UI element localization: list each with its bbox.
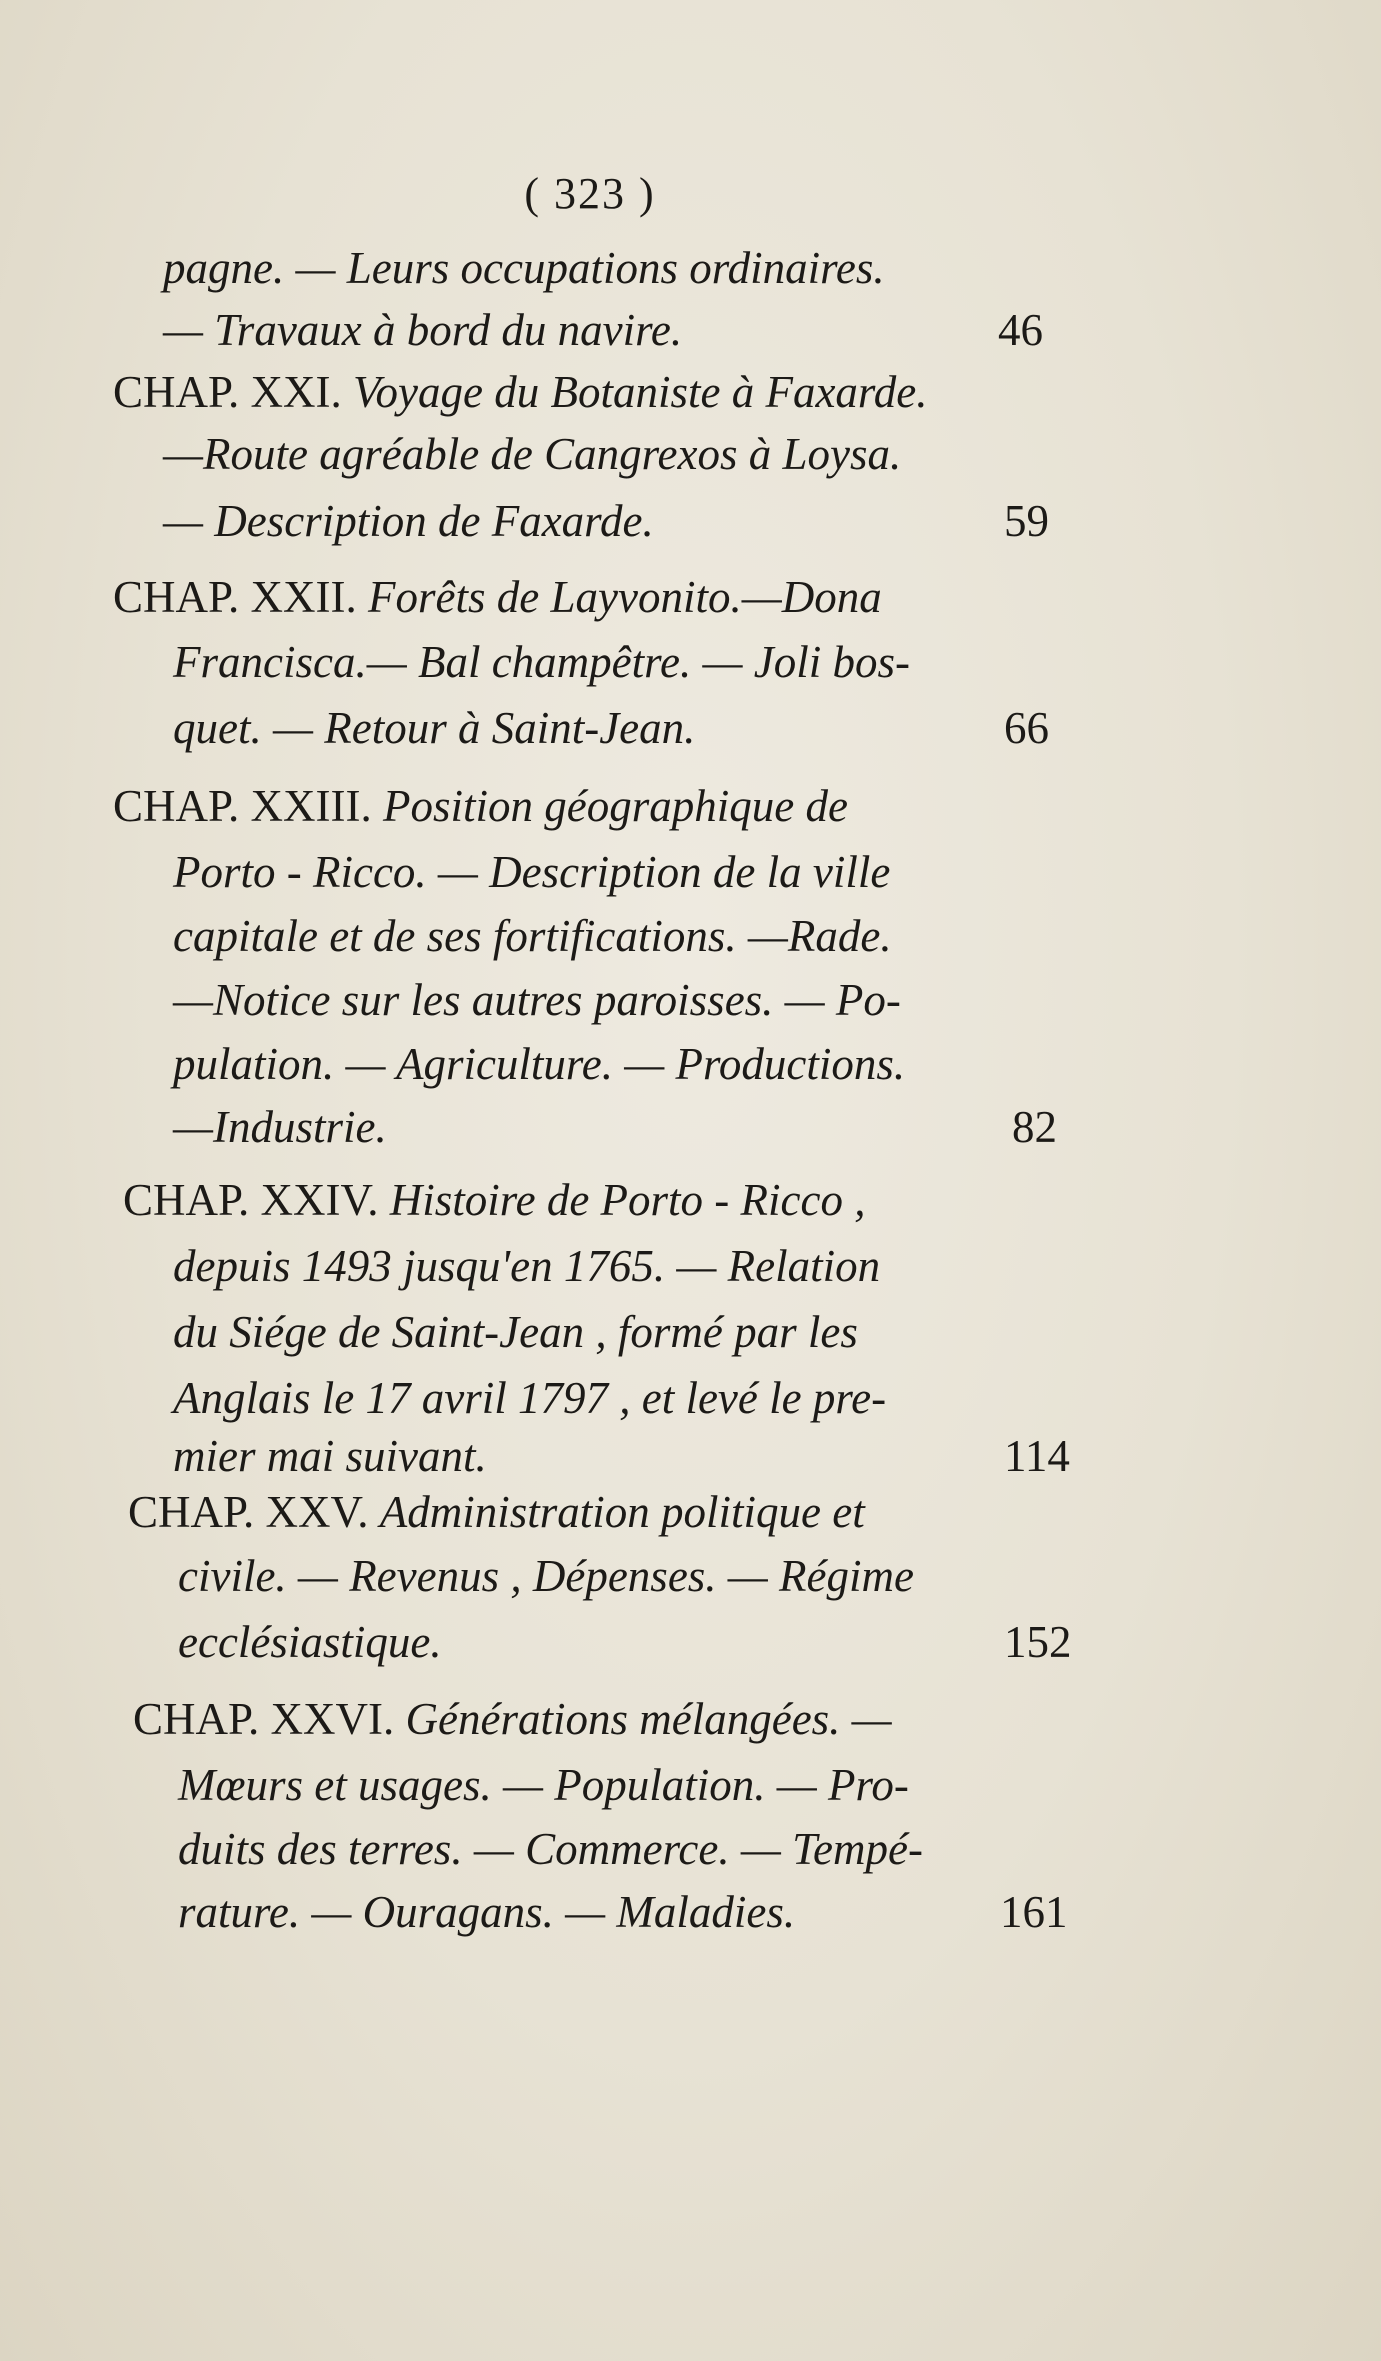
toc-line: du Siége de Saint-Jean , formé par les xyxy=(173,1307,858,1357)
toc-line: mier mai suivant. xyxy=(173,1431,487,1481)
toc-line: pulation. — Agriculture. — Productions. xyxy=(173,1039,906,1089)
toc-line: quet. — Retour à Saint-Jean. xyxy=(173,703,696,753)
toc-page-number: 161 xyxy=(1000,1887,1068,1937)
toc-line: —Notice sur les autres paroisses. — Po- xyxy=(173,975,901,1025)
toc-page-number: 152 xyxy=(1004,1617,1072,1667)
toc-line: Anglais le 17 avril 1797 , et levé le pre- xyxy=(173,1373,887,1423)
toc-line: CHAP. XXI. Voyage du Botaniste à Faxarde. xyxy=(113,367,928,417)
toc-line: CHAP. XXII. Forêts de Layvonito.—Dona xyxy=(113,572,882,622)
toc-page-number: 59 xyxy=(1004,496,1049,546)
toc-line: CHAP. XXVI. Générations mélangées. — xyxy=(133,1694,892,1744)
toc-page-number: 114 xyxy=(1004,1431,1070,1481)
toc-line: CHAP. XXIII. Position géographique de xyxy=(113,781,848,831)
toc-line: Francisca.— Bal champêtre. — Joli bos- xyxy=(173,637,910,687)
toc-line: rature. — Ouragans. — Maladies. xyxy=(178,1887,796,1937)
page-number-header: ( 323 ) xyxy=(524,169,656,218)
toc-line: Mœurs et usages. — Population. — Pro- xyxy=(178,1760,909,1810)
toc-line: —Route agréable de Cangrexos à Loysa. xyxy=(163,429,902,479)
toc-line: —Industrie. xyxy=(173,1102,387,1152)
toc-page-number: 82 xyxy=(1012,1102,1057,1152)
toc-line: CHAP. XXV. Administration politique et xyxy=(128,1487,865,1537)
toc-page-number: 46 xyxy=(998,305,1043,355)
toc-line: depuis 1493 jusqu'en 1765. — Relation xyxy=(173,1241,881,1291)
toc-line: capitale et de ses fortifications. —Rade. xyxy=(173,911,892,961)
toc-line: — Travaux à bord du navire. xyxy=(163,305,683,355)
toc-line: pagne. — Leurs occupations ordinaires. xyxy=(163,243,885,293)
toc-line: CHAP. XXIV. Histoire de Porto - Ricco , xyxy=(123,1175,866,1225)
toc-line: ecclésiastique. xyxy=(178,1617,442,1667)
toc-line: — Description de Faxarde. xyxy=(163,496,654,546)
toc-line: duits des terres. — Commerce. — Tempé- xyxy=(178,1824,923,1874)
toc-line: Porto - Ricco. — Description de la ville xyxy=(173,847,891,897)
toc-page-number: 66 xyxy=(1004,703,1049,753)
toc-line: civile. — Revenus , Dépenses. — Régime xyxy=(178,1551,914,1601)
